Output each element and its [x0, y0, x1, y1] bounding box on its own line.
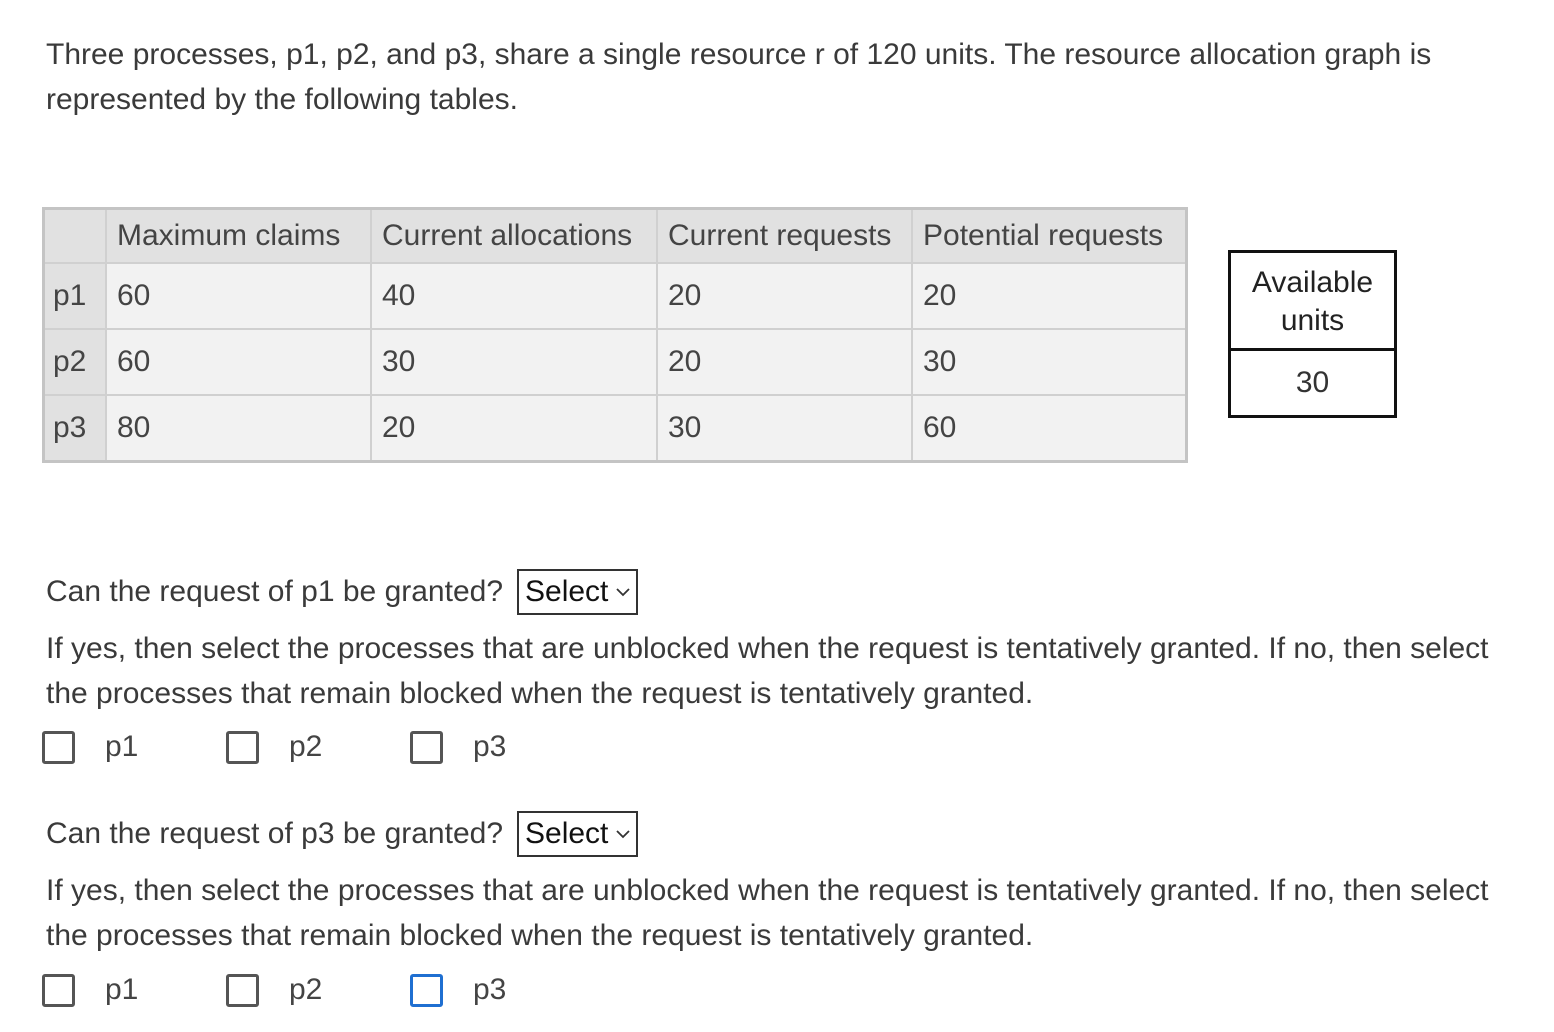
column-header: Current allocations: [371, 209, 657, 264]
question-p3: [46, 811, 638, 857]
table-row: [44, 395, 1187, 462]
checkbox[interactable]: [226, 974, 259, 1007]
checkbox[interactable]: [42, 974, 75, 1007]
instruction-text: If yes, then select the processes that are unblocked when the request is tentatively granted. If no, then select the processes that remain blocked when the request is tentatively granted.: [46, 874, 1489, 952]
chevron-down-icon: [616, 829, 630, 839]
table-cell: 30: [371, 329, 657, 395]
table-cell: 60: [912, 395, 1187, 462]
table-row: [44, 329, 1187, 395]
table-cell: 60: [106, 263, 371, 329]
available-units-label: Available units: [1231, 253, 1394, 351]
column-header: Current requests: [657, 209, 912, 264]
option-p1[interactable]: [42, 725, 138, 769]
select-value: Select: [525, 817, 609, 850]
instruction-text: If yes, then select the processes that are unblocked when the request is tentatively granted. If no, then select the processes that remain blocked when the request is tentatively granted.: [46, 632, 1489, 710]
option-p2[interactable]: [226, 725, 322, 769]
option-p3[interactable]: [410, 725, 506, 769]
checkbox[interactable]: [226, 731, 259, 764]
option-label: p3: [473, 973, 507, 1006]
question-p1: [46, 569, 638, 615]
grant-select-p3[interactable]: [517, 811, 638, 857]
table-cell: 80: [106, 395, 371, 462]
option-label: p1: [105, 730, 139, 763]
table-cell: 20: [657, 329, 912, 395]
available-units-table: [1228, 250, 1397, 418]
option-label: p1: [105, 973, 139, 1006]
table-header-row: [44, 209, 1187, 264]
table-cell: 20: [912, 263, 1187, 329]
option-label: p3: [473, 730, 507, 763]
column-header: Potential requests: [912, 209, 1187, 264]
intro-text: Three processes, p1, p2, and p3, share a single resource r of 120 units. The resource allocation graph is represented by the following tables.: [46, 38, 1432, 116]
available-units-value: 30: [1295, 366, 1330, 399]
table-cell: 40: [371, 263, 657, 329]
table-cell: 30: [657, 395, 912, 462]
option-p3[interactable]: [410, 968, 506, 1012]
option-p1[interactable]: [42, 968, 138, 1012]
row-header: p2: [44, 329, 107, 395]
column-header: [44, 209, 107, 264]
question-prompt: Can the request of p3 be granted?: [46, 817, 504, 850]
question-prompt: Can the request of p1 be granted?: [46, 575, 504, 608]
table-cell: 20: [657, 263, 912, 329]
row-header: p1: [44, 263, 107, 329]
column-header: Maximum claims: [106, 209, 371, 264]
select-value: Select: [525, 575, 609, 608]
table-cell: 30: [912, 329, 1187, 395]
table-cell: 60: [106, 329, 371, 395]
table-cell: 20: [371, 395, 657, 462]
option-p2[interactable]: [226, 968, 322, 1012]
resource-allocation-table: [42, 207, 1188, 463]
table-row: [44, 263, 1187, 329]
chevron-down-icon: [616, 587, 630, 597]
grant-select-p1[interactable]: [517, 569, 638, 615]
checkbox[interactable]: [42, 731, 75, 764]
checkbox[interactable]: [410, 974, 443, 1007]
option-label: p2: [289, 973, 323, 1006]
option-label: p2: [289, 730, 323, 763]
checkbox[interactable]: [410, 731, 443, 764]
row-header: p3: [44, 395, 107, 462]
